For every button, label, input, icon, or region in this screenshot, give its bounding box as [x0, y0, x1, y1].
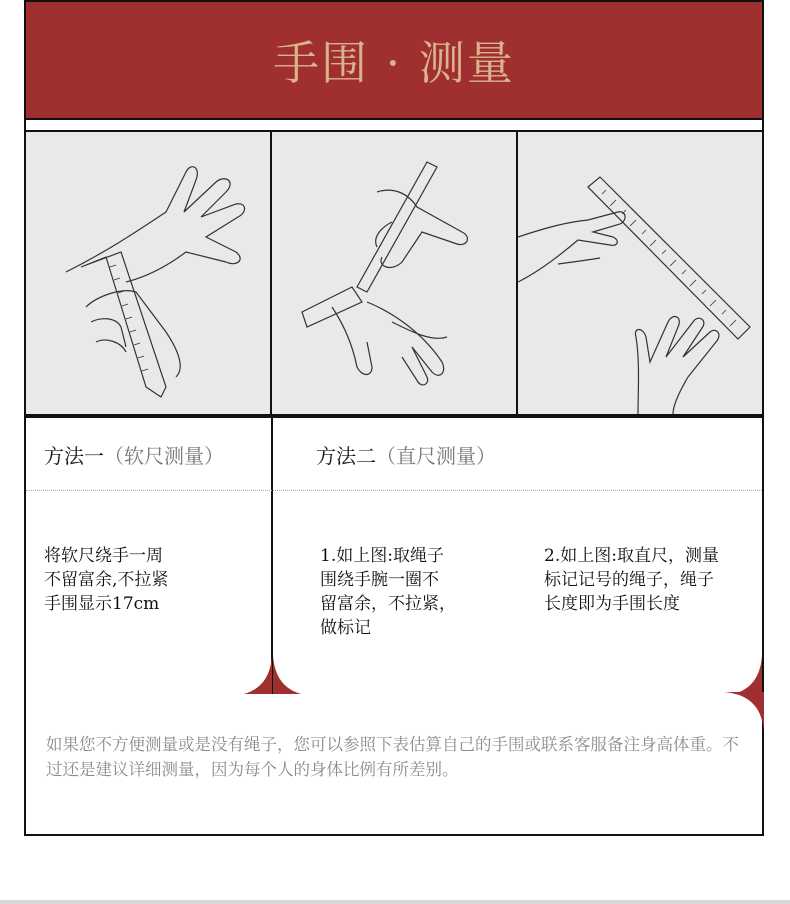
column-divider [271, 418, 273, 696]
corner-ornament-left [232, 656, 272, 696]
ruler-measure-illustration [518, 132, 762, 414]
illustration-row [24, 132, 764, 416]
method1-heading [44, 440, 224, 469]
note-text: 如果您不方便测量或是没有绳子，您可以参照下表估算自己的手围或联系客服备注身高体重。不过还是建议详细测量，因为每个人的身体比例有所差别。 [46, 735, 739, 779]
note-box [24, 694, 764, 836]
dotted-divider [26, 490, 762, 491]
method2-subtitle: （直尺测量） [376, 444, 496, 468]
divider-band [24, 120, 764, 132]
illustration-rope-mark [270, 132, 516, 414]
page-title: 手围 · 测量 [273, 36, 515, 90]
method1-subtitle: （软尺测量） [104, 444, 224, 468]
header-banner [24, 0, 764, 120]
method2-heading [316, 440, 496, 469]
illustration-ruler [516, 132, 762, 414]
method2-title: 方法二 [316, 444, 376, 468]
method1-description: 将软尺绕手一周 不留富余,不拉紧 手围显示17cm [44, 546, 169, 614]
method2-step2-description: 2.如上图:取直尺，测量 标记记号的绳子，绳子 长度即为手围长度 [544, 546, 719, 614]
method2-step1-description: 1.如上图:取绳子 围绕手腕一圈不 留富余，不拉紧， 做标记 [320, 546, 456, 638]
rope-marking-illustration [272, 132, 516, 414]
corner-ornament-right [722, 656, 762, 696]
methods-section [24, 416, 764, 696]
bottom-strip [0, 900, 790, 904]
corner-ornament-mid [273, 656, 313, 696]
illustration-soft-tape [26, 132, 270, 414]
method1-title: 方法一 [44, 444, 104, 468]
corner-ornament-note [724, 692, 764, 732]
soft-tape-hand-illustration [26, 132, 270, 414]
